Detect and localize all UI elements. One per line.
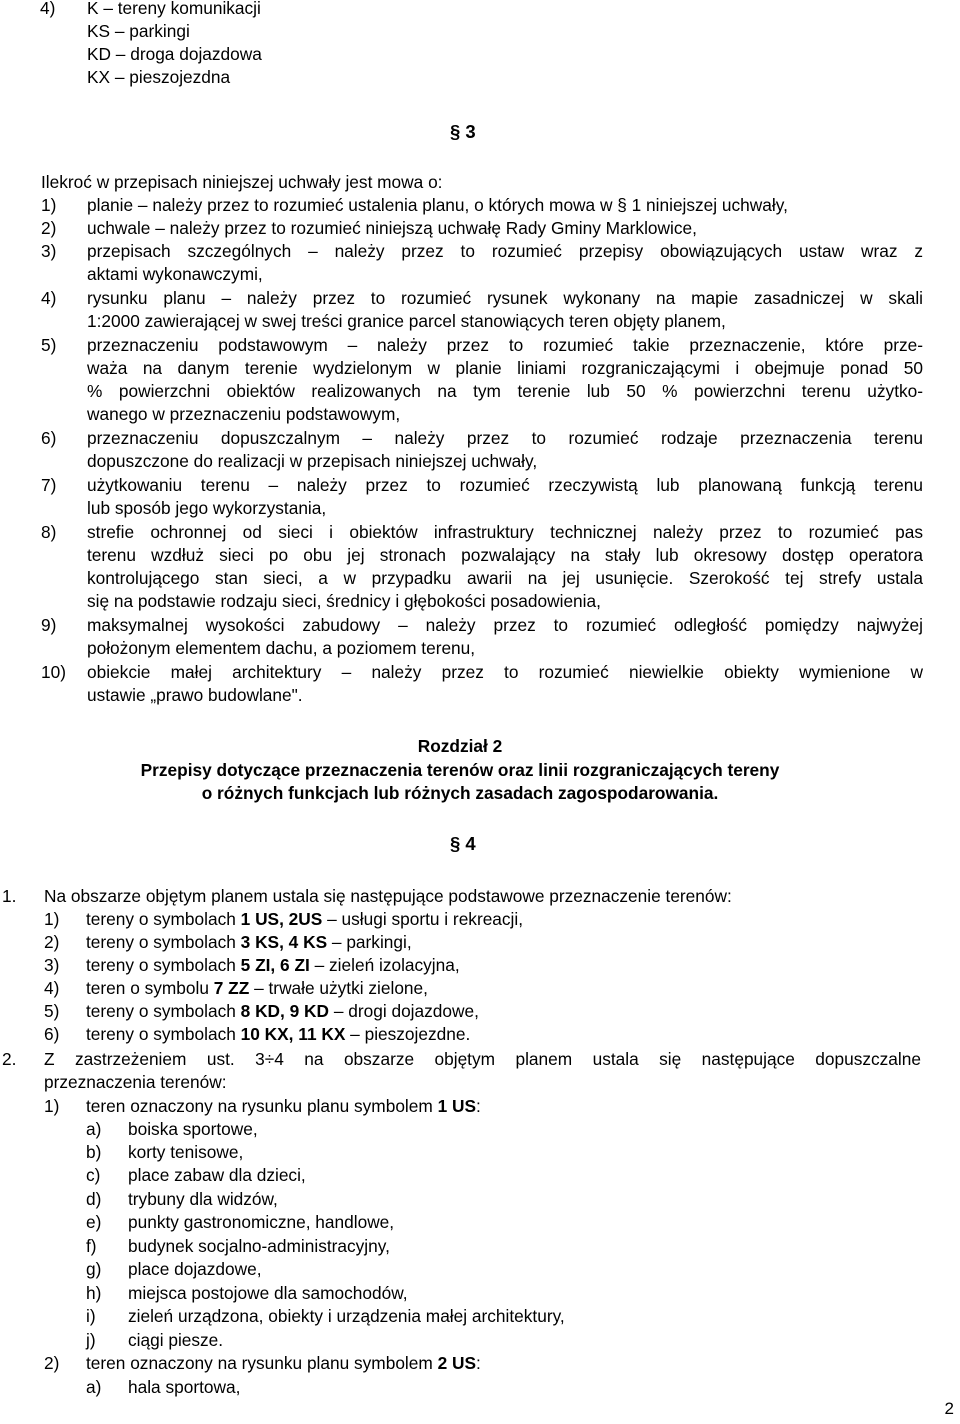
land-use-symbol: 7 ZZ [213,978,250,998]
paragraph-number: 1. [2,886,17,906]
paragraph-intro: Ilekroć w przepisach niniejszej uchwały jest mowa o: [41,172,443,192]
list-number: 6) [44,1024,60,1044]
paragraph-text: Z zastrzeżeniem ust. 3÷4 na obszarze objętym planem ustala się następujące dopuszczalne [44,1049,921,1069]
land-use-symbol: 2 US [437,1353,476,1373]
land-use-item [86,1023,470,1046]
sublist-item: place zabaw dla dzieci, [128,1165,306,1185]
sublist-letter: i) [86,1306,96,1326]
list-number: 5) [41,335,57,355]
list-number: 2) [41,218,57,238]
land-use-symbol: 3 KS, 4 KS [240,932,328,952]
list-number: 8) [41,522,57,542]
sublist-item: punkty gastronomiczne, handlowe, [128,1212,395,1232]
land-use-item [86,908,523,931]
paragraph-text: przeznaczenia terenów: [44,1072,227,1092]
sublist-letter: a) [86,1377,102,1397]
land-use-prefix: teren o symbolu [86,978,214,998]
land-use-desc: – usługi sportu i rekreacji, [322,909,524,929]
allowed-use-heading [86,1352,481,1375]
sublist-letter: f) [86,1236,97,1256]
definition-line: przeznaczeniu dopuszczalnym – należy przez to rozumieć rodzaje przeznaczenia terenu [87,428,923,448]
sublist-item: budynek socjalno-administracyjny, [128,1236,390,1256]
definition-line: się na podstawie rodzaju sieci, średnicy i głębokości posadowienia, [87,591,601,611]
land-use-item [86,977,428,1000]
list-item-text: K – tereny komunikacji [87,0,261,18]
land-use-prefix: tereny o symbolach [86,955,241,975]
definition-line: ustawie „prawo budowlane". [87,685,303,705]
list-number: 5) [44,1001,60,1021]
land-use-item [86,931,412,954]
definition-line: waża na danym terenie wydzielonym w planie liniami rozgraniczającymi i obejmuje ponad 50 [87,358,923,378]
sublist-item: place dojazdowe, [128,1259,262,1279]
land-use-desc: – parkingi, [327,932,412,952]
list-number: 4) [44,978,60,998]
definition-line: dopuszczone do realizacji w przepisach niniejszej uchwały, [87,451,538,471]
list-number: 4) [40,0,56,18]
chapter-subtitle: Przepisy dotyczące przeznaczenia terenów oraz linii rozgraniczających tereny [140,760,780,780]
land-use-item [86,954,460,977]
paragraph-text: Na obszarze objętym planem ustala się następujące podstawowe przeznaczenie terenów: [44,886,732,906]
list-subitem: KS – parkingi [87,21,190,41]
sublist-item: hala sportowa, [128,1377,241,1397]
sublist-letter: b) [86,1142,102,1162]
list-number: 1) [44,909,60,929]
sublist-item: korty tenisowe, [128,1142,244,1162]
list-subitem: KX – pieszojezdna [87,67,231,87]
definition-line: przeznaczeniu podstawowym – należy przez to rozumieć takie przeznaczenie, które prze- [87,335,923,355]
land-use-desc: – drogi dojazdowe, [329,1001,479,1021]
sublist-letter: j) [86,1330,96,1350]
colon: : [476,1096,481,1116]
colon: : [476,1353,481,1373]
list-number: 6) [41,428,57,448]
definition-line: % powierzchni obiektów realizowanych na tym terenie lub 50 % powierzchni terenu użytko- [87,381,923,401]
land-use-prefix: tereny o symbolach [86,909,241,929]
land-use-prefix: tereny o symbolach [86,932,241,952]
definition-line: lub sposób jego wykorzystania, [87,498,327,518]
section-heading: § 3 [450,121,476,142]
land-use-prefix: tereny o symbolach [86,1001,241,1021]
sublist-letter: h) [86,1283,102,1303]
list-number: 2) [44,932,60,952]
definition-line: użytkowaniu terenu – należy przez to rozumieć rzeczywistą lub planowaną funkcją terenu [87,475,923,495]
sublist-item: ciągi piesze. [128,1330,224,1350]
land-use-prefix: tereny o symbolach [86,1024,241,1044]
land-use-item [86,1000,479,1023]
sublist-item: zieleń urządzona, obiekty i urządzenia małej architektury, [128,1306,565,1326]
land-use-symbol: 10 KX, 11 KX [240,1024,346,1044]
list-number: 3) [41,241,57,261]
sublist-item: trybuny dla widzów, [128,1189,278,1209]
land-use-symbol: 1 US, 2US [240,909,323,929]
list-number: 1) [41,195,57,215]
allowed-use-heading [86,1095,481,1118]
definition-line: wanego w przeznaczeniu podstawowym, [87,404,401,424]
sublist-item: boiska sportowe, [128,1119,258,1139]
definition-line: rysunku planu – należy przez to rozumieć rysunek wykonany na mapie zasadniczej w skali [87,288,923,308]
definition-line: terenu wzdłuż sieci po obu jej stronach pozwalający na stały lub okresowy dostęp operatora [87,545,923,565]
land-use-symbol: 1 US [437,1096,476,1116]
list-number: 4) [41,288,57,308]
section-heading: § 4 [450,833,476,854]
definition-line: planie – należy przez to rozumieć ustalenia planu, o których mowa w § 1 niniejszej uchwały, [87,195,788,215]
sublist-letter: g) [86,1259,102,1279]
land-use-desc: – zieleń izolacyjna, [309,955,460,975]
page-number: 2 [944,1399,954,1418]
definition-line: kontrolującego stan sieci, a w przypadku awarii na jej usunięcie. Szerokość tej strefy ustala [87,568,923,588]
definition-line: położonym elementem dachu, a poziomem terenu, [87,638,476,658]
list-number: 7) [41,475,57,495]
list-number: 1) [44,1096,60,1116]
land-use-desc: – trwałe użytki zielone, [249,978,428,998]
list-number: 9) [41,615,57,635]
definition-line: aktami wykonawczymi, [87,264,263,284]
list-subitem: KD – droga dojazdowa [87,44,262,64]
definition-line: maksymalnej wysokości zabudowy – należy przez to rozumieć odległość pomiędzy najwyżej [87,615,923,635]
definition-line: przepisach szczególnych – należy przez to rozumieć przepisy obowiązujących ustaw wraz z [87,241,923,261]
paragraph-number: 2. [2,1049,17,1069]
land-use-symbol: 5 ZI, 6 ZI [240,955,310,975]
chapter-subtitle: o różnych funkcjach lub różnych zasadach zagospodarowania. [201,783,719,803]
list-number: 3) [44,955,60,975]
sublist-letter: a) [86,1119,102,1139]
list-number: 2) [44,1353,60,1373]
definition-line: uchwale – należy przez to rozumieć niniejszą uchwałę Rady Gminy Marklowice, [87,218,697,238]
definition-line: 1:2000 zawierającej w swej treści granice parcel stanowiących teren objęty planem, [87,311,726,331]
sublist-letter: d) [86,1189,102,1209]
land-use-symbol: 8 KD, 9 KD [240,1001,330,1021]
definition-line: strefie ochronnej od sieci i obiektów infrastruktury technicznej należy przez to rozumieć pas [87,522,923,542]
sublist-letter: e) [86,1212,102,1232]
chapter-title: Rozdział 2 [417,736,503,756]
allowed-use-prefix: teren oznaczony na rysunku planu symbolem [86,1096,438,1116]
land-use-desc: – pieszojezdne. [345,1024,471,1044]
sublist-letter: c) [86,1165,101,1185]
allowed-use-prefix: teren oznaczony na rysunku planu symbolem [86,1353,438,1373]
definition-line: obiekcie małej architektury – należy przez to rozumieć niewielkie obiekty wymienione w [87,662,923,682]
list-number: 10) [41,662,66,682]
sublist-item: miejsca postojowe dla samochodów, [128,1283,408,1303]
